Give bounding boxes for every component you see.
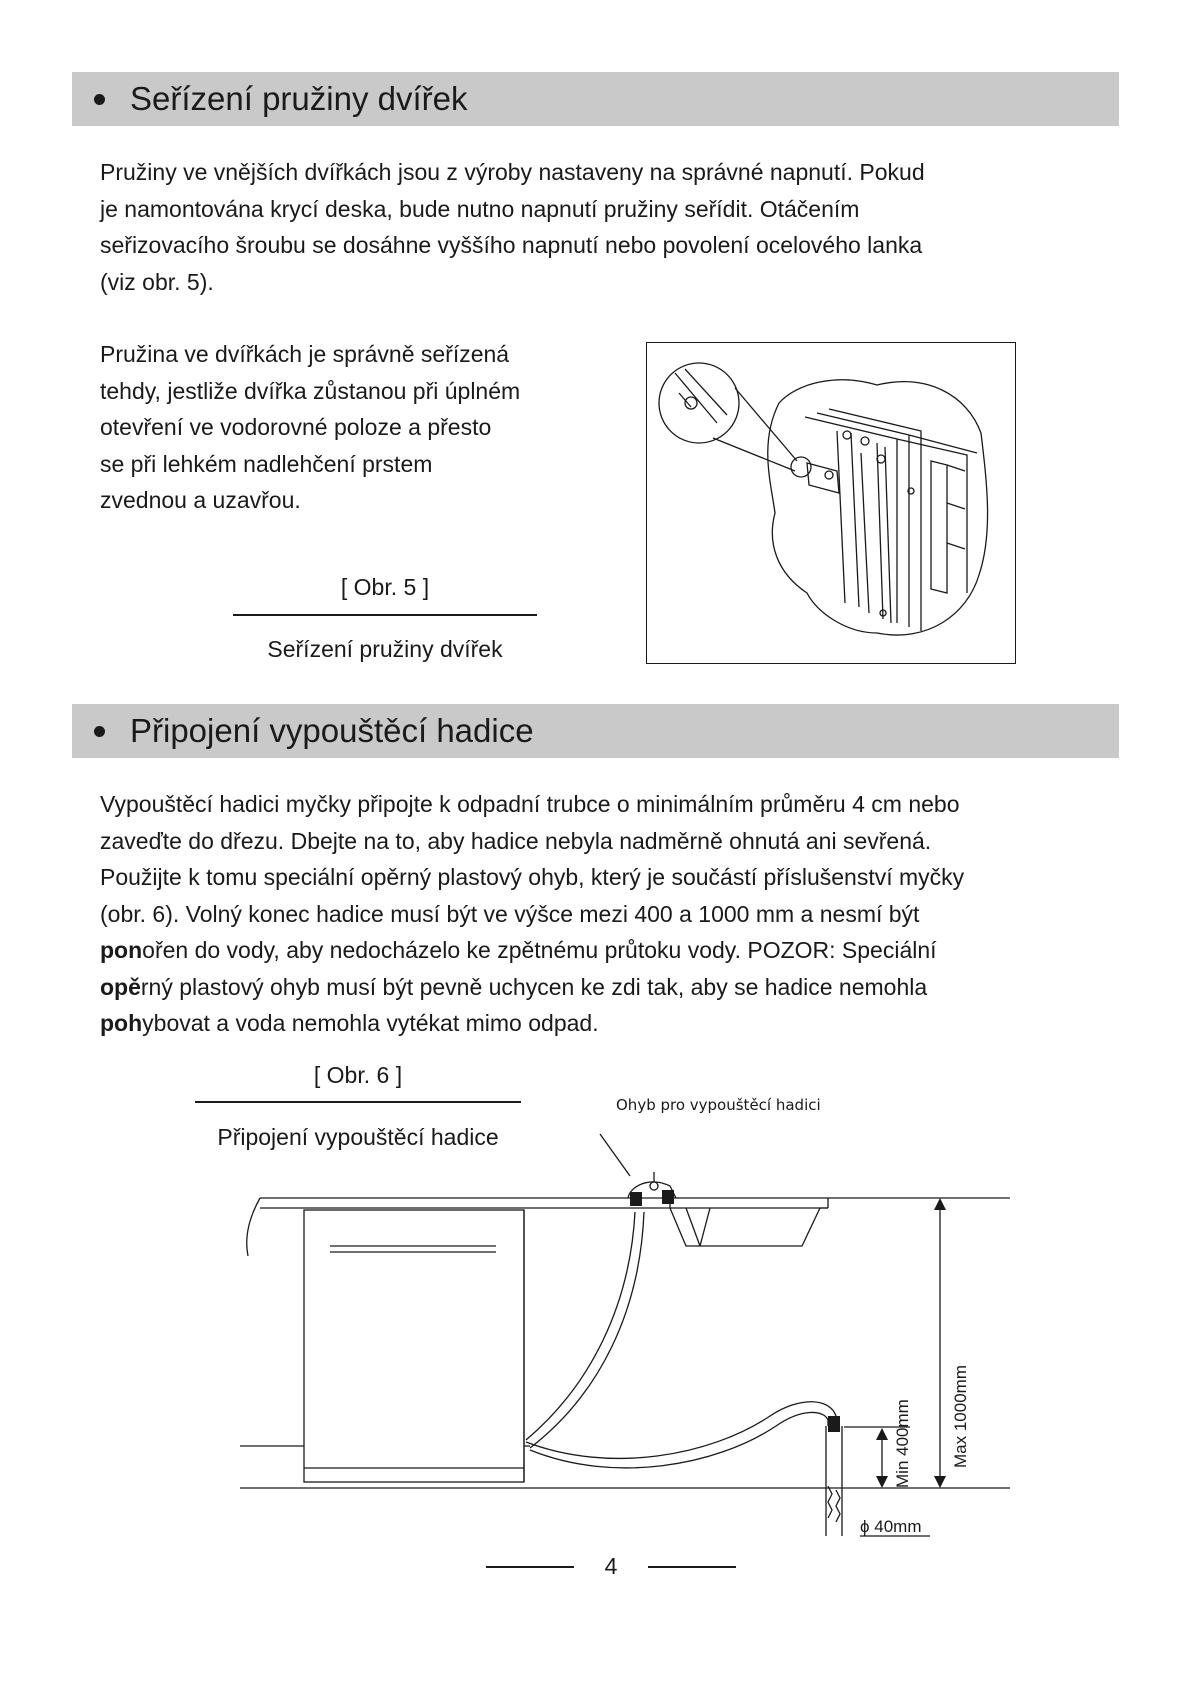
text-line: ponořen do vody, aby nedocházelo ke zpětnému průtoku vody. POZOR: Speciální: [100, 937, 937, 963]
section-header-door-spring: [72, 72, 1119, 126]
text-line: (viz obr. 5).: [100, 268, 214, 295]
door-spring-adjustment-paragraph: [100, 336, 520, 519]
text-line: Vypouštěcí hadici myčky připojte k odpadní trubce o minimálním průměru 4 cm nebo: [100, 791, 960, 817]
figure5-door-spring-illustration: [646, 342, 1016, 664]
bullet-icon: [94, 726, 105, 737]
drain-hose-drawing: [230, 1086, 1020, 1556]
figure5-caption: Seřízení pružiny dvířek: [267, 636, 503, 662]
text-line: (obr. 6). Volný konec hadice musí být ve výšce mezi 400 a 1000 mm a nesmí být: [100, 900, 920, 927]
drain-hose-paragraph: [100, 786, 964, 1042]
max-height-label: Max 1000mm: [951, 1365, 970, 1468]
bend-label: Ohyb pro vypouštěcí hadici: [616, 1096, 821, 1114]
text-line: Pružiny ve vnějších dvířkách jsou z výroby nastaveny na správné napnutí. Pokud: [100, 159, 925, 185]
figure6-caption: Připojení vypouštěcí hadice: [217, 1124, 499, 1150]
section-header-drain-hose: [72, 704, 1119, 758]
text-line: Pružina ve dvířkách je správně seřízená: [100, 341, 510, 367]
min-height-label: Min 400mm: [893, 1399, 912, 1488]
figure5-caption-rule: [233, 614, 537, 616]
figure6-drain-hose-diagram: [230, 1086, 1020, 1556]
text-line: pohybovat a voda nemohla vytékat mimo odpad.: [100, 1010, 599, 1036]
door-spring-intro-paragraph: [100, 154, 925, 300]
text-line: zvednou a uzavřou.: [100, 487, 301, 513]
footer-rule-left: [486, 1566, 574, 1568]
text-line: otevření ve vodorovné poloze a přesto: [100, 414, 492, 440]
text-line: zaveďte do dřezu. Dbejte na to, aby hadice nebyla nadměrně ohnutá ani sevřená.: [100, 827, 932, 854]
bullet-icon: [94, 94, 105, 105]
door-hinge-drawing: [647, 343, 1015, 663]
text-line: se při lehkém nadlehčení prstem: [100, 450, 433, 477]
text-line: je namontována krycí deska, bude nutno napnutí pružiny seřídit. Otáčením: [100, 195, 860, 222]
page-number: 4: [604, 1553, 618, 1579]
figure5-number: [ Obr. 5 ]: [340, 574, 430, 600]
figure6-number: [ Obr. 6 ]: [313, 1062, 403, 1088]
section-title: Připojení vypouštěcí hadice: [130, 712, 534, 749]
text-line: tehdy, jestliže dvířka zůstanou při úplném: [100, 377, 521, 404]
text-line: seřizovacího šroubu se dosáhne vyššího napnutí nebo povolení ocelového lanka: [100, 232, 923, 258]
text-line: Použijte k tomu speciální opěrný plastový ohyb, který je součástí příslušenství myčky: [100, 864, 965, 890]
pipe-diameter-label: ϕ 40mm: [860, 1517, 922, 1536]
text-line: opěrný plastový ohyb musí být pevně uchycen ke zdi tak, aby se hadice nemohla: [100, 973, 928, 1000]
section-title: Seřízení pružiny dvířek: [130, 80, 468, 117]
footer-rule-right: [648, 1566, 736, 1568]
